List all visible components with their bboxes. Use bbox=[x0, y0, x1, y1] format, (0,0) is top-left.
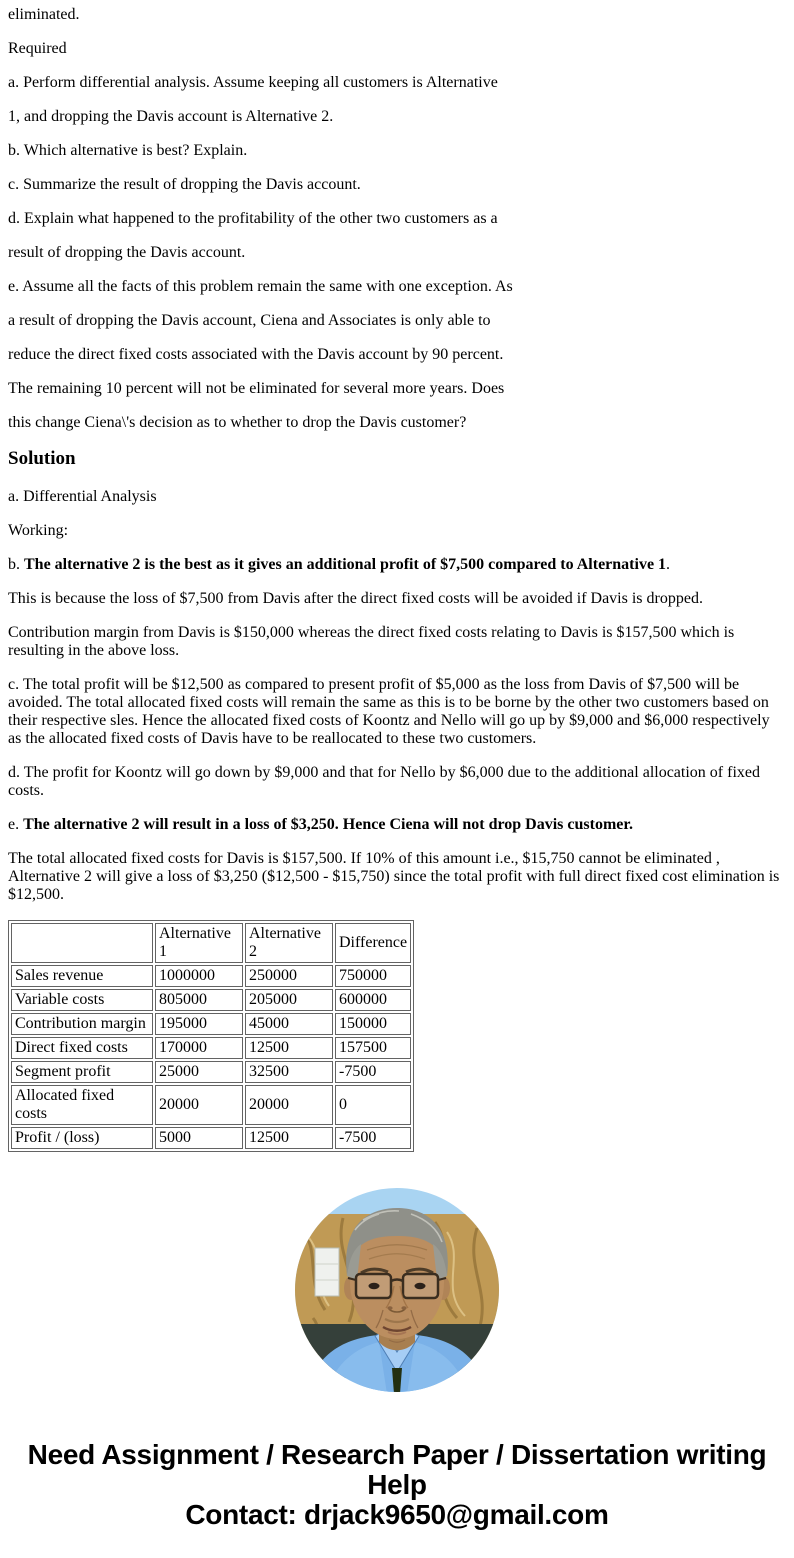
solution-text: c. The total profit will be $12,500 as compared to present profit of $5,000 as the loss from Davis of $7,500 will be avoided. The total allocated fixed costs will remain the same as this is to be borne by the other two customers based on their respective sles. Hence the allocated fixed costs of Koontz and Nello will go up by $9,000 and $6,000 respectively as the allocated fixed costs of Davis have to be reallocated to these two customers. bbox=[8, 676, 770, 747]
solution-text: This is because the loss of $7,500 from Davis after the direct fixed costs will be avoided if Davis is dropped. bbox=[8, 590, 703, 607]
solution-paragraph bbox=[8, 850, 786, 904]
solution-paragraph bbox=[8, 764, 786, 800]
value-cell: 205000 bbox=[245, 989, 333, 1011]
table-row bbox=[11, 965, 411, 987]
table-row bbox=[11, 1085, 411, 1125]
solution-heading: Solution bbox=[8, 448, 76, 469]
promo-contact-email: Contact: drjack9650@gmail.com bbox=[185, 1499, 609, 1530]
solution-emphasis: The alternative 2 is the best as it gives an additional profit of $7,500 compared to Alternative 1 bbox=[24, 556, 667, 573]
solution-text: . bbox=[666, 556, 671, 573]
value-cell: 195000 bbox=[155, 1013, 243, 1035]
tutor-photo-wrap bbox=[8, 1188, 786, 1392]
solution-body bbox=[8, 488, 786, 904]
row-label-cell: Direct fixed costs bbox=[11, 1037, 153, 1059]
row-label-cell: Sales revenue bbox=[11, 965, 153, 987]
problem-line: reduce the direct fixed costs associated with the Davis account by 90 percent. bbox=[8, 346, 504, 363]
solution-paragraph bbox=[8, 556, 786, 574]
problem-line: eliminated. bbox=[8, 6, 80, 23]
solution-emphasis: The alternative 2 will result in a loss of $3,250. Hence Ciena will not drop Davis customer. bbox=[23, 816, 634, 833]
tutor-photo bbox=[295, 1188, 499, 1392]
table-header-cell: Difference bbox=[335, 923, 411, 963]
table-row bbox=[11, 1013, 411, 1035]
problem-line: The remaining 10 percent will not be eliminated for several more years. Does bbox=[8, 380, 505, 397]
value-cell: 805000 bbox=[155, 989, 243, 1011]
value-cell: 20000 bbox=[155, 1085, 243, 1125]
solution-paragraph bbox=[8, 624, 786, 660]
problem-line: e. Assume all the facts of this problem remain the same with one exception. As bbox=[8, 278, 513, 295]
table-row bbox=[11, 989, 411, 1011]
value-cell: 1000000 bbox=[155, 965, 243, 987]
solution-text: The total allocated fixed costs for Davis is $157,500. If 10% of this amount i.e., $15,750 cannot be eliminated , Alternative 2 will give a loss of $3,250 ($12,500 - $15,750) since the total profit with full direct fixed cost elimination is $12,500. bbox=[8, 850, 780, 903]
table-row bbox=[11, 1037, 411, 1059]
problem-line: c. Summarize the result of dropping the Davis account. bbox=[8, 176, 361, 193]
row-label-cell: Profit / (loss) bbox=[11, 1127, 153, 1149]
row-label-cell: Allocated fixed costs bbox=[11, 1085, 153, 1125]
solution-text: e. bbox=[8, 816, 24, 833]
table-header-cell bbox=[11, 923, 153, 963]
table-header-row bbox=[11, 923, 411, 963]
value-cell: -7500 bbox=[335, 1061, 411, 1083]
value-cell: 32500 bbox=[245, 1061, 333, 1083]
value-cell: 0 bbox=[335, 1085, 411, 1125]
value-cell: 157500 bbox=[335, 1037, 411, 1059]
table-row bbox=[11, 1061, 411, 1083]
solution-text: d. The profit for Koontz will go down by $9,000 and that for Nello by $6,000 due to the additional allocation of fixed costs. bbox=[8, 764, 760, 799]
solution-paragraph bbox=[8, 816, 786, 834]
value-cell: 12500 bbox=[245, 1037, 333, 1059]
solution-text: a. Differential Analysis bbox=[8, 488, 157, 505]
value-cell: 25000 bbox=[155, 1061, 243, 1083]
solution-text: b. bbox=[8, 556, 24, 573]
value-cell: -7500 bbox=[335, 1127, 411, 1149]
value-cell: 750000 bbox=[335, 965, 411, 987]
solution-paragraph bbox=[8, 488, 786, 506]
table-header-cell: Alternative 2 bbox=[245, 923, 333, 963]
differential-analysis-table bbox=[8, 920, 414, 1152]
value-cell: 12500 bbox=[245, 1127, 333, 1149]
value-cell: 150000 bbox=[335, 1013, 411, 1035]
value-cell: 250000 bbox=[245, 965, 333, 987]
solution-text: Contribution margin from Davis is $150,000 whereas the direct fixed costs relating to Davis is $157,500 which is resulting in the above loss. bbox=[8, 624, 735, 659]
value-cell: 45000 bbox=[245, 1013, 333, 1035]
problem-line: a. Perform differential analysis. Assume keeping all customers is Alternative bbox=[8, 74, 498, 91]
row-label-cell: Variable costs bbox=[11, 989, 153, 1011]
problem-line: d. Explain what happened to the profitability of the other two customers as a bbox=[8, 210, 498, 227]
table-row bbox=[11, 1127, 411, 1149]
problem-line: Required bbox=[8, 40, 67, 57]
row-label-cell: Segment profit bbox=[11, 1061, 153, 1083]
problem-line: a result of dropping the Davis account, Ciena and Associates is only able to bbox=[8, 312, 491, 329]
problem-statement bbox=[8, 6, 786, 432]
problem-line: b. Which alternative is best? Explain. bbox=[8, 142, 248, 159]
value-cell: 5000 bbox=[155, 1127, 243, 1149]
row-label-cell: Contribution margin bbox=[11, 1013, 153, 1035]
solution-paragraph bbox=[8, 522, 786, 540]
promo-footer bbox=[8, 1440, 786, 1530]
value-cell: 600000 bbox=[335, 989, 411, 1011]
promo-heading: Need Assignment / Research Paper / Dissertation writing Help bbox=[27, 1439, 767, 1500]
problem-line: result of dropping the Davis account. bbox=[8, 244, 246, 261]
value-cell: 170000 bbox=[155, 1037, 243, 1059]
table-header-cell: Alternative 1 bbox=[155, 923, 243, 963]
problem-line: this change Ciena\'s decision as to whether to drop the Davis customer? bbox=[8, 414, 467, 431]
solution-text: Working: bbox=[8, 522, 69, 539]
problem-line: 1, and dropping the Davis account is Alternative 2. bbox=[8, 108, 334, 125]
solution-paragraph bbox=[8, 676, 786, 748]
solution-paragraph bbox=[8, 590, 786, 608]
value-cell: 20000 bbox=[245, 1085, 333, 1125]
